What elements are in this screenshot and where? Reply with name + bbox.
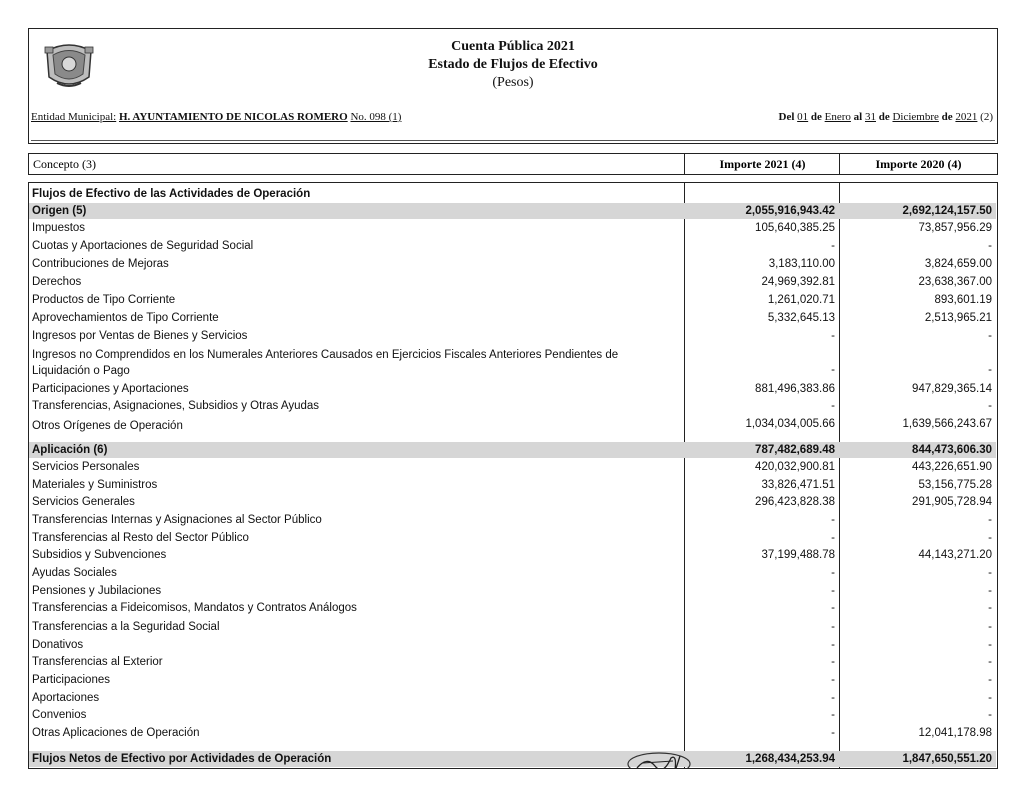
report-header	[28, 28, 998, 144]
row-concept: Productos de Tipo Corriente	[32, 294, 176, 306]
row-value-2021: -	[831, 400, 835, 412]
entity-label: Entidad Municipal:	[31, 111, 117, 123]
entity-name: H. AYUNTAMIENTO DE NICOLAS ROMERO	[118, 111, 348, 123]
table-row	[29, 442, 996, 458]
row-value-2020: -	[988, 400, 992, 412]
cash-flow-table	[28, 182, 998, 769]
period-day-to: 31	[864, 111, 876, 123]
table-row	[29, 459, 996, 476]
row-concept: Pensiones y Jubilaciones	[32, 585, 162, 597]
row-concept: Flujos de Efectivo de las Actividades de Operación	[32, 188, 311, 200]
table-row	[29, 751, 996, 767]
row-value-2021: 2,055,916,943.42	[745, 205, 835, 217]
table-row	[29, 512, 996, 529]
row-value-2021: -	[831, 585, 835, 597]
table-row	[29, 328, 996, 345]
period-day-from: 01	[797, 111, 809, 123]
row-concept: Transferencias al Resto del Sector Público	[32, 532, 249, 544]
row-value-2021: 1,034,034,005.66	[745, 418, 835, 430]
row-value-2020: -	[988, 602, 992, 614]
row-value-2021: 881,496,383.86	[755, 383, 835, 395]
table-row	[29, 477, 996, 494]
row-value-2020: 844,473,606.30	[912, 444, 992, 456]
row-value-2021: 105,640,385.25	[755, 222, 835, 234]
column-header-importe-2021: Importe 2021 (4)	[684, 154, 840, 174]
row-value-2020: -	[988, 709, 992, 721]
table-row	[29, 707, 996, 724]
row-concept: Participaciones	[32, 674, 110, 686]
table-row	[29, 600, 996, 617]
table-row	[29, 274, 996, 291]
report-units: (Pesos)	[492, 75, 534, 90]
row-concept: Ingresos no Comprendidos en los Numerales Anteriores Causados en Ejercicios Fiscales Anteriores Pendientes de Liquidación o Pago	[32, 349, 619, 377]
row-value-2020: 1,639,566,243.67	[902, 418, 992, 430]
row-concept: Cuotas y Aportaciones de Seguridad Social	[32, 240, 254, 252]
row-value-2021: -	[831, 532, 835, 544]
row-concept: Impuestos	[32, 222, 86, 234]
table-row	[29, 637, 996, 654]
row-value-2020: 1,847,650,551.20	[902, 753, 992, 765]
row-value-2020: -	[988, 364, 992, 376]
row-concept: Transferencias Internas y Asignaciones al Sector Público	[32, 514, 322, 526]
row-concept: Transferencias a la Seguridad Social	[32, 621, 220, 633]
row-value-2021: 787,482,689.48	[755, 444, 835, 456]
table-row	[29, 583, 996, 600]
table-row	[29, 619, 996, 636]
period-de-3: de	[941, 111, 953, 123]
row-value-2020: -	[988, 621, 992, 633]
row-value-2021: -	[831, 330, 835, 342]
row-value-2020: 3,824,659.00	[924, 258, 992, 270]
row-value-2021: 37,199,488.78	[761, 549, 835, 561]
table-row	[29, 494, 996, 511]
table-row	[29, 238, 996, 255]
period-al: al	[853, 111, 863, 123]
row-value-2020: 2,692,124,157.50	[902, 205, 992, 217]
row-concept: Convenios	[32, 709, 87, 721]
row-concept: Transferencias al Exterior	[32, 656, 163, 668]
row-value-2020: 12,041,178.98	[918, 727, 992, 739]
row-value-2020: 53,156,775.28	[918, 479, 992, 491]
row-value-2020: 73,857,956.29	[918, 222, 992, 234]
row-value-2021: -	[831, 621, 835, 633]
table-row	[29, 672, 996, 689]
row-concept: Aplicación (6)	[32, 444, 108, 456]
row-value-2020: -	[988, 639, 992, 651]
report-title: Cuenta Pública 2021	[451, 39, 575, 54]
row-concept: Otros Orígenes de Operación	[32, 420, 183, 432]
row-value-2021: -	[831, 656, 835, 668]
row-value-2021: -	[831, 727, 835, 739]
row-concept: Ayudas Sociales	[32, 567, 117, 579]
row-value-2021: -	[831, 692, 835, 704]
row-value-2020: 443,226,651.90	[912, 461, 992, 473]
row-value-2020: 947,829,365.14	[912, 383, 992, 395]
row-value-2021: 296,423,828.38	[755, 496, 835, 508]
table-row	[29, 690, 996, 707]
row-value-2021: 24,969,392.81	[761, 276, 835, 288]
table-row	[29, 530, 996, 547]
period-ref: (2)	[980, 111, 993, 123]
row-value-2020: 23,638,367.00	[918, 276, 992, 288]
row-value-2021: 3,183,110.00	[768, 258, 835, 270]
report-period	[779, 111, 993, 123]
row-value-2021: 1,261,020.71	[767, 294, 835, 306]
row-value-2020: -	[988, 532, 992, 544]
row-value-2021: 33,826,471.51	[761, 479, 835, 491]
table-row	[29, 398, 996, 415]
period-del: Del	[778, 111, 795, 123]
period-month-to: Diciembre	[892, 111, 939, 123]
row-value-2020: 2,513,965.21	[924, 312, 992, 324]
period-year: 2021	[955, 111, 978, 123]
table-row	[29, 347, 996, 381]
table-row	[29, 292, 996, 309]
period-de-1: de	[810, 111, 822, 123]
report-subtitle: Estado de Flujos de Efectivo	[428, 57, 598, 72]
row-value-2020: 44,143,271.20	[918, 549, 992, 561]
row-value-2020: -	[988, 674, 992, 686]
row-value-2021: -	[831, 240, 835, 252]
row-concept: Servicios Personales	[32, 461, 140, 473]
column-headers	[28, 153, 998, 175]
row-value-2021: -	[831, 602, 835, 614]
table-row	[29, 416, 996, 434]
row-value-2020: -	[988, 514, 992, 526]
column-header-concept: Concepto (3)	[33, 157, 96, 171]
row-concept: Ingresos por Ventas de Bienes y Servicios	[32, 330, 248, 342]
row-concept: Origen (5)	[32, 205, 87, 217]
row-concept: Aprovechamientos de Tipo Corriente	[32, 312, 219, 324]
table-row	[29, 220, 996, 237]
row-value-2021: -	[831, 639, 835, 651]
period-de-2: de	[878, 111, 890, 123]
row-concept: Donativos	[32, 639, 84, 651]
row-value-2021: -	[831, 567, 835, 579]
table-row	[29, 310, 996, 327]
table-row	[29, 203, 996, 219]
row-concept: Transferencias a Fideicomisos, Mandatos y Contratos Análogos	[32, 602, 357, 614]
row-value-2020: -	[988, 585, 992, 597]
table-row	[29, 186, 996, 202]
row-concept: Derechos	[32, 276, 82, 288]
row-value-2020: 893,601.19	[934, 294, 992, 306]
row-value-2021: -	[831, 514, 835, 526]
row-value-2021: 1,268,434,253.94	[745, 753, 835, 765]
row-concept: Servicios Generales	[32, 496, 135, 508]
handwritten-signature	[625, 748, 697, 769]
period-month-from: Enero	[824, 111, 851, 123]
table-row	[29, 565, 996, 582]
row-value-2021: -	[831, 674, 835, 686]
row-concept: Subsidios y Subvenciones	[32, 549, 167, 561]
row-value-2020: -	[988, 567, 992, 579]
row-value-2021: 5,332,645.13	[767, 312, 835, 324]
row-value-2020: 291,905,728.94	[912, 496, 992, 508]
table-row	[29, 256, 996, 273]
table-row	[29, 547, 996, 564]
row-concept: Materiales y Suministros	[32, 479, 158, 491]
row-value-2020: -	[988, 330, 992, 342]
row-value-2020: -	[988, 656, 992, 668]
row-value-2021: 420,032,900.81	[755, 461, 835, 473]
row-value-2021: -	[831, 364, 835, 376]
row-concept: Contribuciones de Mejoras	[32, 258, 169, 270]
row-concept: Participaciones y Aportaciones	[32, 383, 189, 395]
table-row	[29, 725, 996, 742]
entity-number: No. 098 (1)	[350, 111, 402, 123]
row-concept: Transferencias, Asignaciones, Subsidios y Otras Ayudas	[32, 400, 320, 412]
row-concept: Otras Aplicaciones de Operación	[32, 727, 200, 739]
row-value-2020: -	[988, 240, 992, 252]
table-row	[29, 654, 996, 671]
row-value-2020: -	[988, 692, 992, 704]
row-concept: Aportaciones	[32, 692, 100, 704]
column-header-importe-2020: Importe 2020 (4)	[839, 154, 997, 174]
entity-info	[31, 111, 401, 123]
table-row	[29, 381, 996, 398]
row-value-2021: -	[831, 709, 835, 721]
row-concept: Flujos Netos de Efectivo por Actividades de Operación	[32, 753, 332, 765]
